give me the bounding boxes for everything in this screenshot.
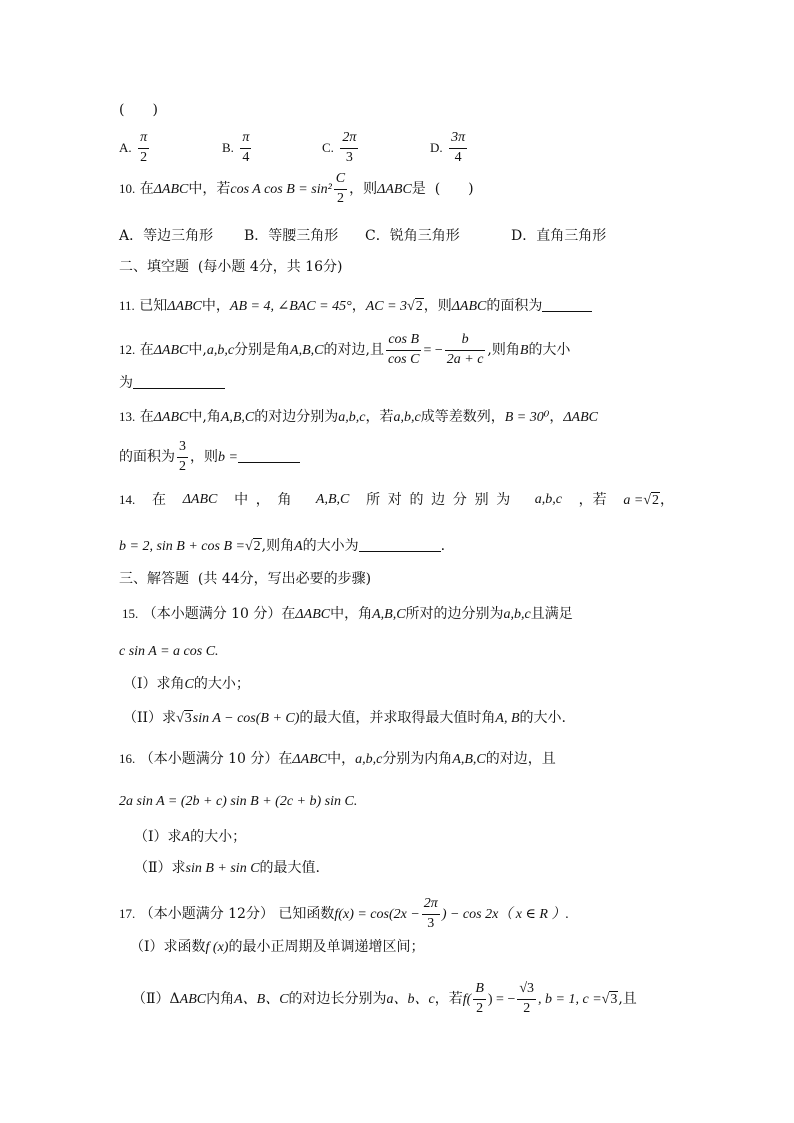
fraction: $\frac{√3}{2}$ [519,981,535,1016]
option-label: D. [430,140,443,156]
q15-stem: 15. （本小题满分 10 分）在ΔABC中，角A,B,C所对的边分别为a,b,c且满足 [122,606,573,622]
fraction: $\frac{\text{cos B}}{\text{cos C}}$ [387,332,420,367]
q9-paren: ( ) [119,102,158,118]
sqrt: √2 [244,539,261,554]
q13-stem: 13. 在ΔABC中,角A,B,C的对边分别为a,b,c，若a,b,c成等差数列，B = 30⁰，ΔABC [119,409,599,425]
answer-blank [542,297,592,312]
q15-part-1: （I）求角C的大小； [123,676,250,692]
q14-line2: b = 2, sin B + cos B =√2,则角A的大小为 . [119,538,446,554]
sqrt: √2 [643,493,659,508]
answer-blank [133,374,225,389]
section-3-heading: 三、解答题 (共 44分，写出必要的步骤) [119,571,372,587]
sqrt: √2 [407,299,423,314]
q17-part-2: （Ⅱ）ΔABC内角A、B、C的对边长分别为a、b、c，若f( $\frac{B}{2}$ ) = − $\frac{√3}{2}$ , b = 1, c =√3,且 [132,981,637,1016]
q10-option-c[interactable]: C．锐角三角形 [365,228,460,244]
option-fraction: $\frac{\pi}{4}$ [242,130,250,165]
option-fraction: $\frac{2\pi}{3}$ [342,130,357,165]
q10-option-d[interactable]: D．直角三角形 [511,228,607,244]
section-2-heading: 二、填空题 (每小题 4分，共 16分) [119,259,343,275]
q16-condition: 2a sin A = (2b + c) sin B + (2c + b) sin C. [119,794,358,809]
option-fraction: $\frac{\pi}{2}$ [140,130,148,165]
fraction: $\frac{C}{2}$ [335,171,346,206]
fraction: $\frac{b}{2a + c}$ [446,332,484,367]
q11-stem: 11. 已知ΔABC中，AB = 4, ∠BAC = 45°，AC = 3√2，则ΔABC的面积为 [119,297,592,314]
option-label: B. [222,140,234,156]
sqrt: √3 [176,711,192,726]
fraction: $\frac{B}{2}$ [475,981,484,1016]
q12-stem: 12. 在ΔABC中,a,b,c分别是角A,B,C的对边,且 $\frac{\text{cos B}}{\text{cos C}}$ = − $\frac{b}{2a + c}$ ,则角B的大小 [119,332,571,367]
q10-stem: 10. 在ΔABC中，若cos A cos B = sin² $\frac{C}{2}$ ，则ΔABC是 ( ) [119,171,474,206]
q14-stem: 14. 在 ΔABC 中，角 A,B,C 所对的边分别为 a,b,c ，若 a =√2， [119,492,674,508]
q9-option-d[interactable] [430,131,469,165]
q16-part-2: （Ⅱ）求sin B + sin C的最大值. [134,860,320,876]
q10-option-b[interactable]: B．等腰三角形 [244,228,339,244]
q9-option-b[interactable] [222,131,253,165]
q15-condition: c sin A = a cos C. [119,644,219,659]
option-label: A. [119,140,132,156]
q9-option-c[interactable] [322,131,360,165]
fraction: $\frac{3}{2}$ [179,439,186,474]
q16-stem: 16. （本小题满分 10 分）在ΔABC中，a,b,c分别为内角A,B,C的对边，且 [119,751,556,767]
q17-part-1: （Ⅰ）求函数f (x)的最小正周期及单调递增区间； [130,939,425,955]
answer-blank [359,537,441,552]
answer-blank [238,448,300,463]
q15-part-2: （II）求√3sin A − cos(B + C)的最大值，并求取得最大值时角A, B的大小. [123,710,566,726]
q10-option-a[interactable]: A．等边三角形 [119,228,214,244]
q9-option-a[interactable] [119,131,151,165]
q16-part-1: （Ⅰ）求A的大小； [134,829,247,845]
q13-line2: 的面积为 $\frac{3}{2}$ ，则b = [119,440,300,474]
q12-line2: 为 [119,374,225,390]
option-label: C. [322,140,334,156]
option-fraction: $\frac{3\pi}{4}$ [451,130,466,165]
q17-stem: 17. （本小题满分 12分） 已知函数f(x) = cos(2x − $\frac{2\pi}{3}$ ) − cos 2x（ x ∈ R ）. [119,896,569,931]
sqrt: √3 [601,992,618,1008]
fraction: $\frac{2\pi}{3}$ [423,896,438,931]
